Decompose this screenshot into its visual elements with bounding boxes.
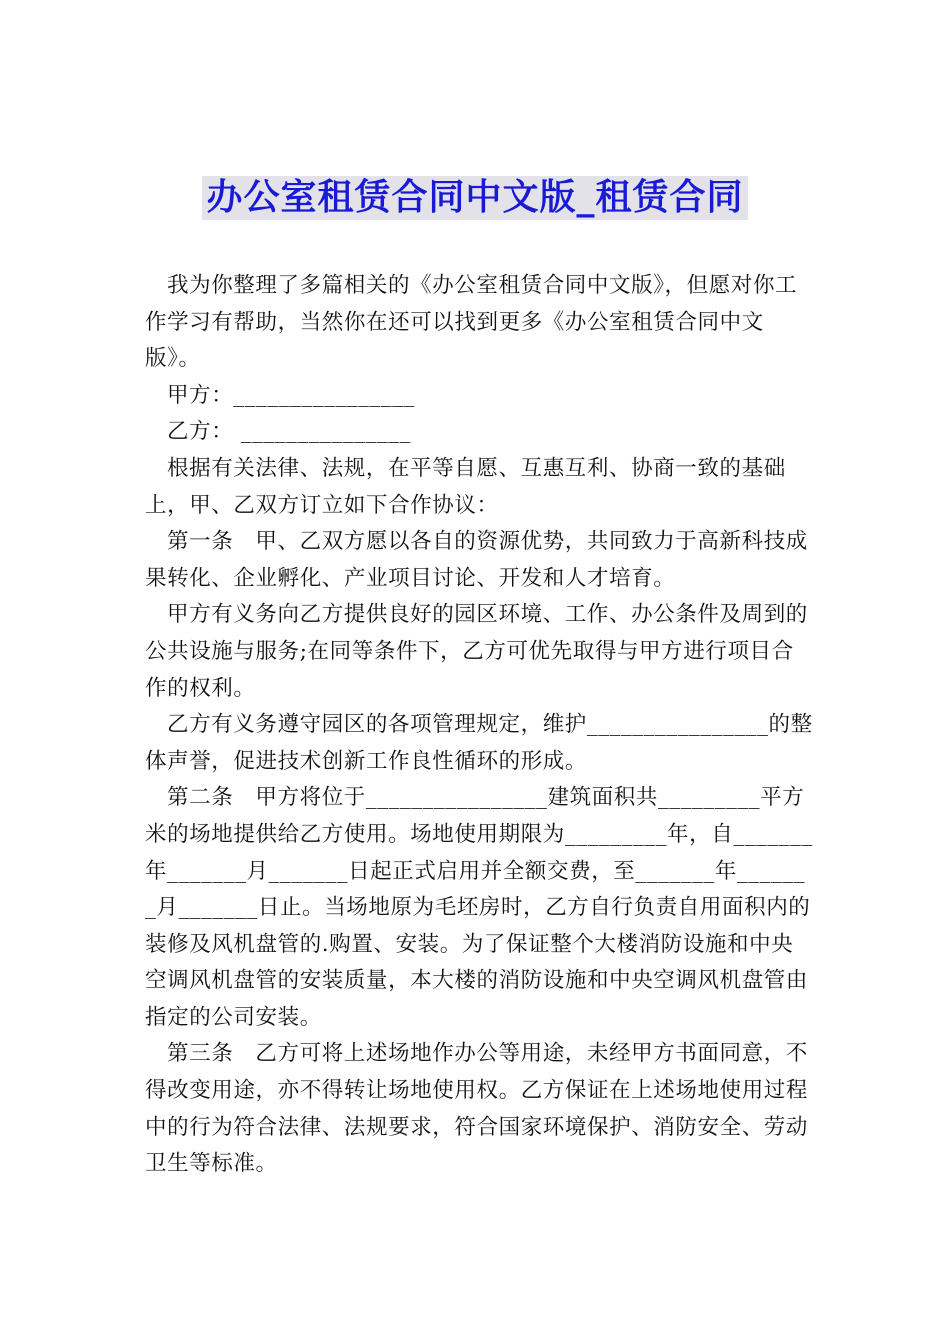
party-a-line: 甲方：________________ — [167, 382, 415, 408]
intro-paragraph: 我为你整理了多篇相关的《办公室租赁合同中文版》，但愿对你工作学习有帮助，当然你在还可以找到更多《办公室租赁合同中文版》。 — [145, 273, 798, 372]
document-title: 办公室租赁合同中文版_租赁合同 — [202, 176, 747, 220]
article-2-paragraph: 第二条 甲方将位于________________建筑面积共_________平方米的场地提供给乙方使用。场地使用期限为_________年，自_______年_______月_______日起正式启用并全额交费，至_______年_______月_______日止。当场地原为毛坯房时，乙方自行负责自用面积内的装修及风机盘管的.购置、安装。为了保证整个大楼消防设施和中央空调风机盘管的安装质量，本大楼的消防设施和中央空调风机盘管由指定的公司安装。 — [145, 785, 813, 1030]
title-area — [0, 176, 950, 220]
article-1-paragraph: 第一条 甲、乙双方愿以各自的资源优势，共同致力于高新科技成果转化、企业孵化、产业项目讨论、开发和人才培育。 — [145, 529, 808, 591]
party-b-obligation-paragraph: 乙方有义务遵守园区的各项管理规定，维护________________的整体声誉，促进技术创新工作良性循环的形成。 — [145, 712, 813, 774]
party-b-line: 乙方： _______________ — [167, 419, 411, 445]
party-a-obligation-paragraph: 甲方有义务向乙方提供良好的园区环境、工作、办公条件及周到的公共设施与服务;在同等条件下，乙方可优先取得与甲方进行项目合作的权利。 — [145, 602, 808, 701]
article-3-paragraph: 第三条 乙方可将上述场地作办公等用途，未经甲方书面同意，不得改变用途，亦不得转让场地使用权。乙方保证在上述场地使用过程中的行为符合法律、法规要求，符合国家环境保护、消防安全、劳动卫生等标准。 — [145, 1041, 809, 1177]
document-body — [145, 268, 813, 1183]
preamble-paragraph: 根据有关法律、法规，在平等自愿、互惠互利、协商一致的基础上，甲、乙双方订立如下合作协议： — [145, 455, 786, 518]
